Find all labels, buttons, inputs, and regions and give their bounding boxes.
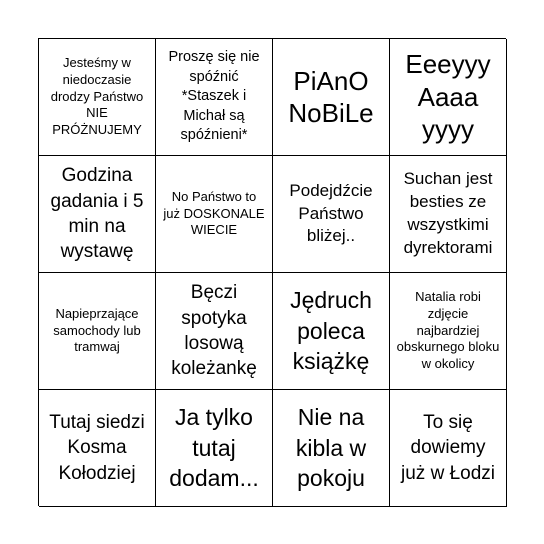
bingo-cell-text: Jędruch poleca książkę [290,287,372,375]
bingo-cell-r1c4[interactable] [390,39,507,156]
bingo-cell-r1c1[interactable] [39,39,156,156]
bingo-cell-text: To się dowiemy już w Łodzi [401,412,495,484]
bingo-cell-text: Tutaj siedzi Kosma Kołodziej [49,412,145,484]
bingo-cell-r3c2[interactable] [156,273,273,390]
bingo-cell-r3c4[interactable] [390,273,507,390]
bingo-cell-r1c3[interactable] [273,39,390,156]
bingo-cell-text: Bęczi spotyka losową koleżankę [171,282,257,380]
bingo-cell-r4c1[interactable] [39,390,156,507]
bingo-cell-r4c3[interactable] [273,390,390,507]
bingo-cell-r1c2[interactable] [156,39,273,156]
bingo-cell-text: Napieprzające samochody lub tramwaj [53,305,141,355]
bingo-cell-text: Ja tylko tutaj dodam... [169,404,259,492]
bingo-cell-text: Godzina gadania i 5 min na wystawę [50,165,144,263]
bingo-cell-text: Natalia robi zdjęcie najbardziej obskurnego bloku w okolicy [396,288,500,372]
bingo-board [38,38,506,506]
bingo-cell-r3c3[interactable] [273,273,390,390]
bingo-cell-r4c4[interactable] [390,390,507,507]
bingo-cell-r2c2[interactable] [156,156,273,273]
bingo-cell-text: Podejdźcie Państwo bliżej.. [289,180,373,246]
bingo-cell-text: Suchan jest besties ze wszystkimi dyrektorami [403,169,493,257]
bingo-cell-r4c2[interactable] [156,390,273,507]
bingo-cell-text: PiAnO NoBiLe [288,65,374,128]
bingo-cell-text: Proszę się nie spóźnić *Staszek i Michał są spóźnieni* [168,49,260,144]
bingo-cell-r2c3[interactable] [273,156,390,273]
bingo-cell-text: Jesteśmy w niedoczasie drodzy Państwo NIE PRÓŻNUJEMY [50,54,144,138]
bingo-cell-text: Nie na kibla w pokoju [295,404,367,492]
bingo-cell-text: No Państwo to już DOSKONALE WIECIE [163,188,265,238]
bingo-cell-r2c4[interactable] [390,156,507,273]
bingo-cell-r3c1[interactable] [39,273,156,390]
bingo-cell-text: Eeeyyy Aaaa yyyy [405,49,491,145]
bingo-cell-r2c1[interactable] [39,156,156,273]
